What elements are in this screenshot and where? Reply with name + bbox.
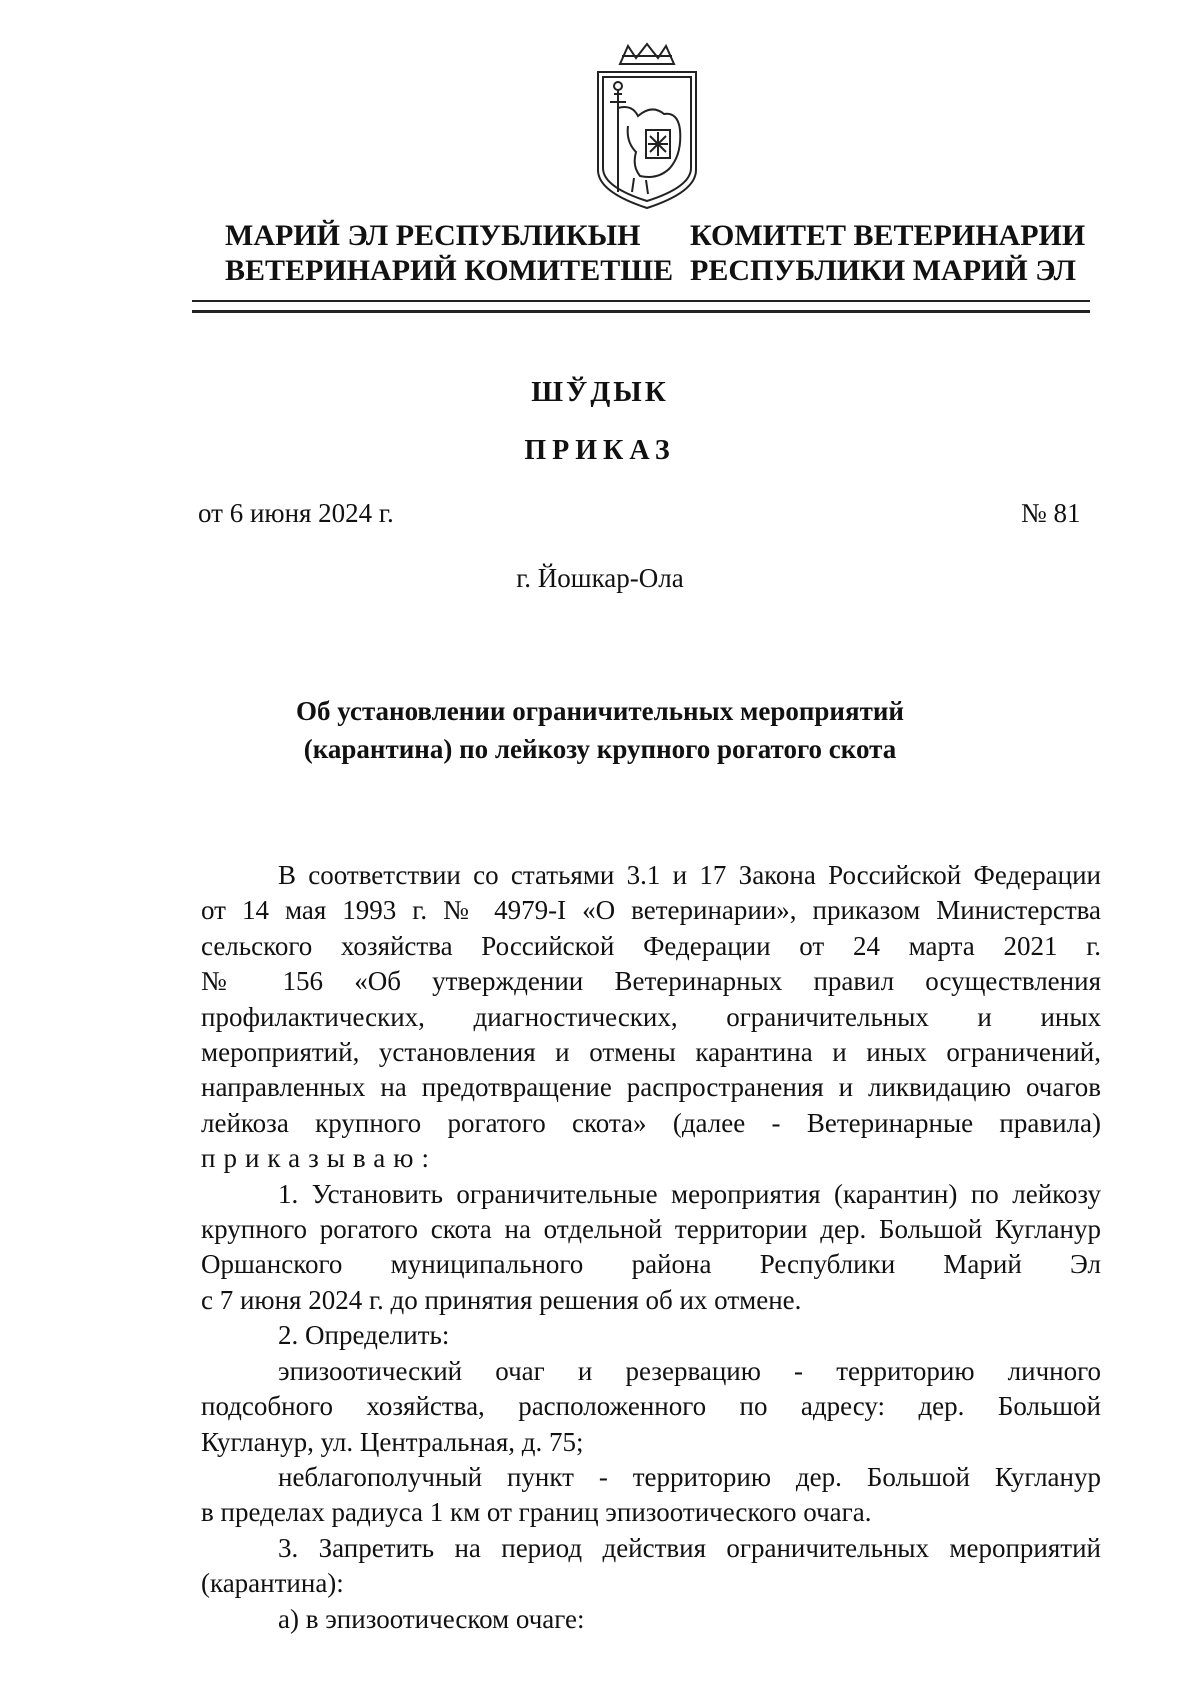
header-divider-thin: [192, 300, 1090, 302]
document-body: [201, 858, 1101, 1637]
subject-line-2: (карантина) по лейкозу крупного рогатого скота: [303, 734, 897, 764]
document-date: от 6 июня 2024 г.: [198, 498, 394, 528]
body-line: а) в эпизоотическом очаге:: [278, 1603, 585, 1634]
header-divider-thick: [192, 310, 1090, 313]
header-right-line1: КОМИТЕТ ВЕТЕРИНАРИИ: [690, 219, 1086, 252]
subject-line-1: Об установлении ограничительных мероприятий: [296, 696, 904, 726]
body-line: крупного рогатого скота на отдельной территории дер. Большой Кугланур: [201, 1214, 1101, 1245]
document-subject: [0, 692, 1200, 768]
body-line: неблагополучный пункт - территорию дер. Большой Кугланур: [278, 1461, 1101, 1492]
header-left-line1: МАРИЙ ЭЛ РЕСПУБЛИКЫН: [225, 219, 641, 252]
document-city: г. Йошкар-Ола: [516, 563, 684, 593]
header-left-block: [225, 218, 673, 288]
header-left-line2: ВЕТЕРИНАРИЙ КОМИТЕТШЕ: [225, 254, 674, 287]
body-line: от 14 мая 1993 г. № 4979-I «О ветеринарии», приказом Министерства: [201, 895, 1101, 926]
body-line: лейкоза крупного рогатого скота» (далее - Ветеринарные правила): [201, 1107, 1101, 1138]
body-line: сельского хозяйства Российской Федерации от 24 марта 2021 г.: [201, 930, 1101, 961]
body-line: эпизоотический очаг и резервацию - территорию личного: [278, 1355, 1101, 1386]
body-line: мероприятий, установления и отмены карантина и иных ограничений,: [201, 1037, 1101, 1068]
body-line: Кугланур, ул. Центральная, д. 75;: [201, 1426, 584, 1457]
body-line: подсобного хозяйства, расположенного по адресу: дер. Большой: [201, 1391, 1101, 1422]
body-line: приказываю:: [201, 1143, 437, 1174]
body-line: 1. Установить ограничительные мероприятия (карантин) по лейкозу: [278, 1178, 1101, 1209]
body-line: 2. Определить:: [278, 1320, 450, 1351]
body-line: профилактических, диагностических, ограничительных и иных: [201, 1001, 1101, 1032]
body-line: с 7 июня 2024 г. до принятия решения об их отмене.: [201, 1284, 802, 1315]
body-line: (карантина):: [201, 1568, 344, 1599]
coat-of-arms-emblem: [592, 42, 702, 212]
header-right-block: [690, 218, 1085, 288]
body-line: Оршанского муниципального района Республики Марий Эл: [201, 1249, 1101, 1280]
document-number: № 81: [1021, 498, 1081, 528]
document-title-mari: ШЎДЫК: [531, 376, 669, 408]
body-line: В соответствии со статьями 3.1 и 17 Закона Российской Федерации: [278, 860, 1101, 890]
body-line: направленных на предотвращение распространения и ликвидацию очагов: [201, 1072, 1101, 1103]
body-line: 3. Запретить на период действия ограничительных мероприятий: [278, 1532, 1101, 1563]
header-right-line2: РЕСПУБЛИКИ МАРИЙ ЭЛ: [690, 254, 1077, 287]
body-line: в пределах радиуса 1 км от границ эпизоотического очага.: [201, 1497, 872, 1528]
body-line: № 156 «Об утверждении Ветеринарных правил осуществления: [201, 966, 1101, 997]
document-title-russian: ПРИКАЗ: [524, 435, 676, 466]
